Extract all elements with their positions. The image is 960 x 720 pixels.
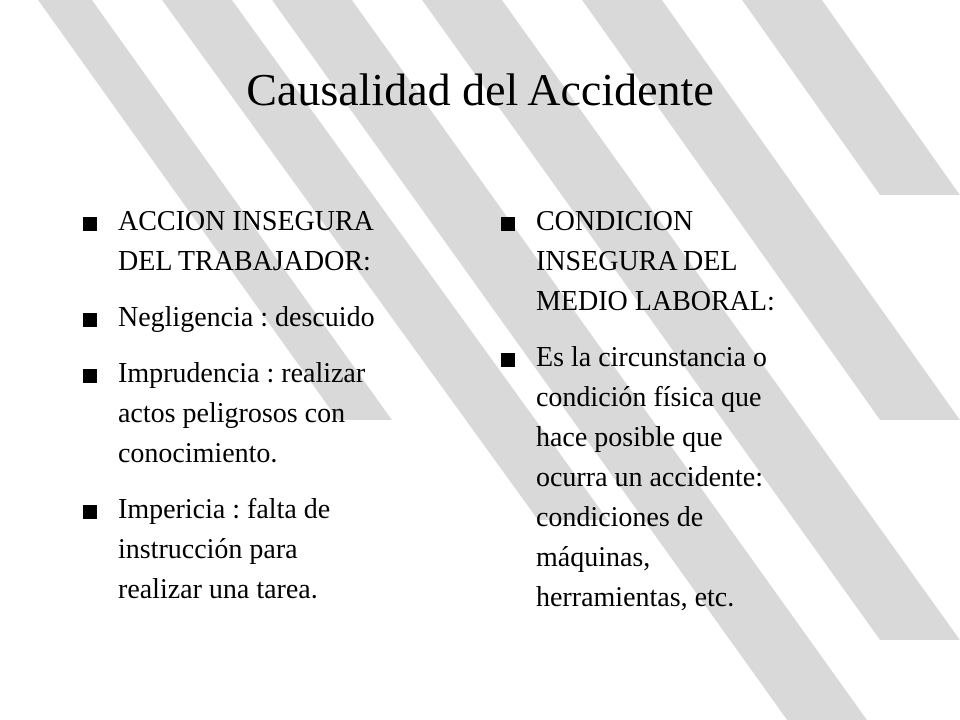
bullet-line: hace posible que <box>536 422 723 453</box>
bullet-line: realizar una tarea. <box>118 574 318 605</box>
square-bullet-icon <box>501 353 515 367</box>
bullet-line: MEDIO LABORAL: <box>536 286 775 317</box>
bullet-line: condiciones de <box>536 502 704 533</box>
bullet-line: ocurra un accidente: <box>536 462 763 493</box>
square-bullet-icon <box>83 505 97 519</box>
bullet-line: CONDICION <box>536 206 694 237</box>
bullet-item-unsafe-action <box>80 202 460 282</box>
square-bullet-icon <box>501 217 515 231</box>
bullet-line: INSEGURA DEL <box>536 246 738 277</box>
bullet-item-imprudence <box>80 354 460 474</box>
bullet-line: actos peligrosos con <box>118 398 346 429</box>
bullet-line: conocimiento. <box>118 438 278 469</box>
bullet-list-left <box>80 202 460 610</box>
bullet-line: instrucción para <box>118 534 298 565</box>
bullet-line: Negligencia : descuido <box>118 302 375 333</box>
bullet-line: máquinas, <box>536 542 651 573</box>
bullet-line: DEL TRABAJADOR: <box>118 246 371 277</box>
square-bullet-icon <box>83 313 97 327</box>
bullet-item-inexperience <box>80 490 460 610</box>
square-bullet-icon <box>83 369 97 383</box>
bullet-line: condición física que <box>536 382 762 413</box>
bullet-list-right <box>498 202 878 618</box>
bullet-line: herramientas, etc. <box>536 582 735 613</box>
square-bullet-icon <box>83 217 97 231</box>
bullet-item-unsafe-condition <box>498 202 878 322</box>
bullet-item-circumstance <box>498 338 878 618</box>
bullet-line: ACCION INSEGURA <box>118 206 374 237</box>
right-column <box>498 202 878 634</box>
bullet-line: Es la circunstancia o <box>536 342 767 373</box>
bullet-item-negligence <box>80 298 460 338</box>
slide-title: Causalidad del Accidente <box>246 64 714 115</box>
bullet-line: Impericia : falta de <box>118 494 331 525</box>
left-column <box>80 202 460 626</box>
bullet-line: Imprudencia : realizar <box>118 358 366 389</box>
